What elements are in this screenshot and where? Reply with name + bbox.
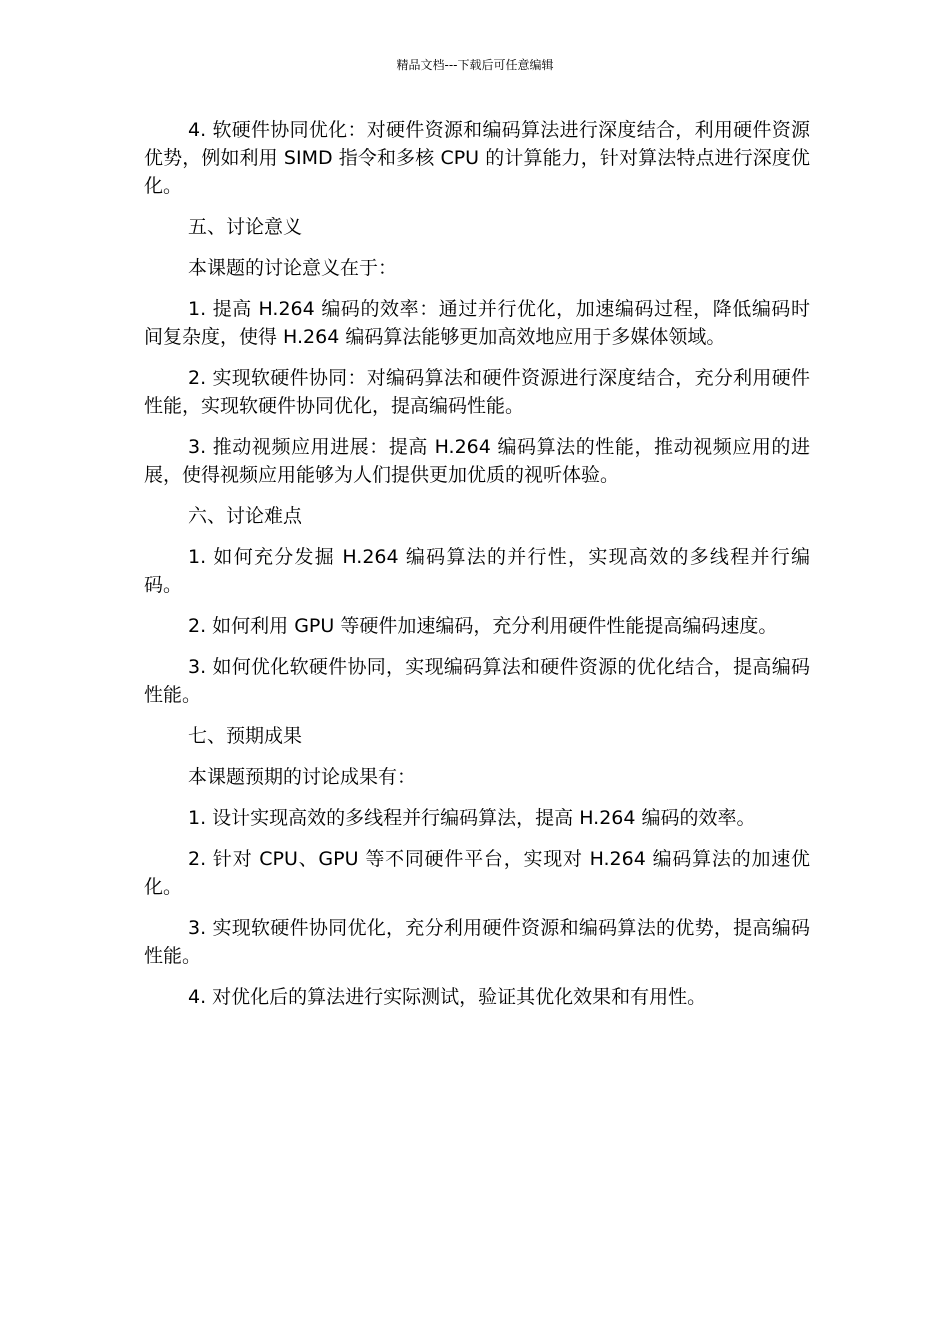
paragraph-result-3: 3. 实现软硬件协同优化，充分利用硬件资源和编码算法的优势，提高编码性能。 [144, 917, 810, 967]
paragraph-significance-2: 2. 实现软硬件协同：对编码算法和硬件资源进行深度结合，充分利用硬件性能，实现软硬件协同优化，提高编码性能。 [144, 367, 810, 417]
paragraph-difficulty-3: 3. 如何优化软硬件协同，实现编码算法和硬件资源的优化结合，提高编码性能。 [144, 656, 810, 706]
paragraph-significance-3: 3. 推动视频应用进展：提高 H.264 编码算法的性能，推动视频应用的进展，使得视频应用能够为人们提供更加优质的视听体验。 [144, 436, 810, 486]
paragraph-result-2: 2. 针对 CPU、GPU 等不同硬件平台，实现对 H.264 编码算法的加速优化。 [144, 848, 810, 898]
paragraph-item-4-hw-sw-optimization: 4. 软硬件协同优化：对硬件资源和编码算法进行深度结合，利用硬件资源优势，例如利用 SIMD 指令和多核 CPU 的计算能力，针对算法特点进行深度优化。 [144, 119, 810, 197]
section-heading-significance: 五、讨论意义 [188, 216, 303, 238]
section-heading-difficulties: 六、讨论难点 [188, 505, 303, 527]
paragraph-results-intro: 本课题预期的讨论成果有： [188, 766, 417, 788]
paragraph-difficulty-1: 1. 如何充分发掘 H.264 编码算法的并行性，实现高效的多线程并行编码。 [144, 546, 810, 596]
page-header: 精品文档---下载后可任意编辑 [396, 58, 554, 72]
paragraph-significance-1: 1. 提高 H.264 编码的效率：通过并行优化，加速编码过程，降低编码时间复杂度，使得 H.264 编码算法能够更加高效地应用于多媒体领域。 [144, 298, 810, 348]
paragraph-difficulty-2: 2. 如何利用 GPU 等硬件加速编码，充分利用硬件性能提高编码速度。 [188, 615, 778, 637]
section-heading-expected-results: 七、预期成果 [188, 725, 303, 747]
paragraph-significance-intro: 本课题的讨论意义在于： [188, 257, 398, 279]
paragraph-result-1: 1. 设计实现高效的多线程并行编码算法，提高 H.264 编码的效率。 [188, 807, 756, 829]
paragraph-result-4: 4. 对优化后的算法进行实际测试，验证其优化效果和有用性。 [188, 986, 707, 1008]
document-body [144, 116, 810, 1024]
